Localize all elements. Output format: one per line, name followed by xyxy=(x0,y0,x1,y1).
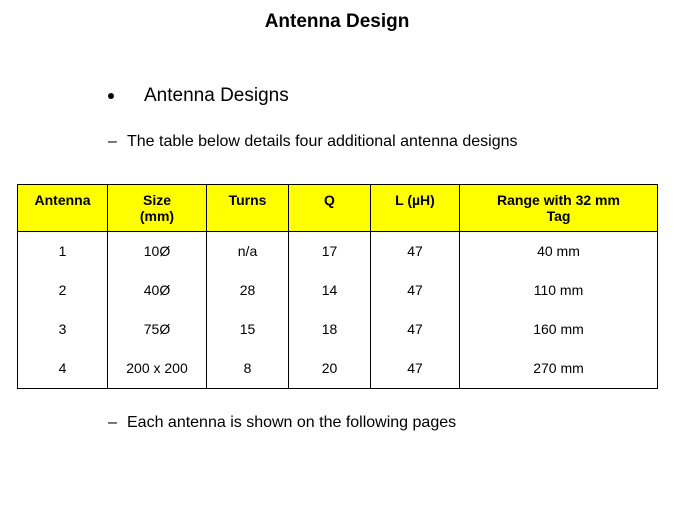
cell-turns: 15 xyxy=(207,310,289,349)
header-size xyxy=(108,185,207,232)
header-size-line1: Size xyxy=(142,192,171,208)
cell-size: 10Ø xyxy=(108,232,207,272)
cell-q: 17 xyxy=(289,232,371,272)
cell-inductance: 47 xyxy=(371,271,460,310)
dash-icon: – xyxy=(108,133,117,150)
cell-q: 20 xyxy=(289,349,371,389)
subpoint-outro xyxy=(108,413,456,433)
cell-q: 18 xyxy=(289,310,371,349)
header-range-line1: Range with 32 mm xyxy=(497,192,620,208)
cell-turns: 8 xyxy=(207,349,289,389)
header-range-line2: Tag xyxy=(546,208,571,224)
cell-antenna: 3 xyxy=(18,310,108,349)
cell-antenna: 2 xyxy=(18,271,108,310)
table-row xyxy=(18,271,658,310)
cell-turns: n/a xyxy=(207,232,289,272)
bullet-text: Antenna Designs xyxy=(144,85,289,106)
table-row xyxy=(18,232,658,272)
header-inductance: L (µH) xyxy=(371,185,460,232)
subpoint-intro xyxy=(108,132,518,152)
dash-icon: – xyxy=(108,414,117,431)
cell-size: 75Ø xyxy=(108,310,207,349)
header-range xyxy=(460,185,658,232)
slide-title: Antenna Design xyxy=(264,11,410,32)
cell-range: 160 mm xyxy=(460,310,658,349)
subpoint-text: The table below details four additional antenna designs xyxy=(127,133,518,150)
cell-inductance: 47 xyxy=(371,310,460,349)
cell-size: 200 x 200 xyxy=(108,349,207,389)
cell-turns: 28 xyxy=(207,271,289,310)
cell-inductance: 47 xyxy=(371,349,460,389)
table-header-row xyxy=(18,185,658,232)
cell-antenna: 1 xyxy=(18,232,108,272)
cell-size: 40Ø xyxy=(108,271,207,310)
cell-range: 40 mm xyxy=(460,232,658,272)
cell-q: 14 xyxy=(289,271,371,310)
header-q: Q xyxy=(289,185,371,232)
table-row xyxy=(18,349,658,389)
header-size-line2: (mm) xyxy=(139,208,175,224)
header-turns: Turns xyxy=(207,185,289,232)
bullet-dot-icon xyxy=(108,93,114,99)
header-antenna: Antenna xyxy=(18,185,108,232)
antenna-table xyxy=(17,184,658,389)
subpoint-text: Each antenna is shown on the following pages xyxy=(127,414,457,431)
cell-range: 110 mm xyxy=(460,271,658,310)
cell-range: 270 mm xyxy=(460,349,658,389)
table-row xyxy=(18,310,658,349)
cell-antenna: 4 xyxy=(18,349,108,389)
cell-inductance: 47 xyxy=(371,232,460,272)
